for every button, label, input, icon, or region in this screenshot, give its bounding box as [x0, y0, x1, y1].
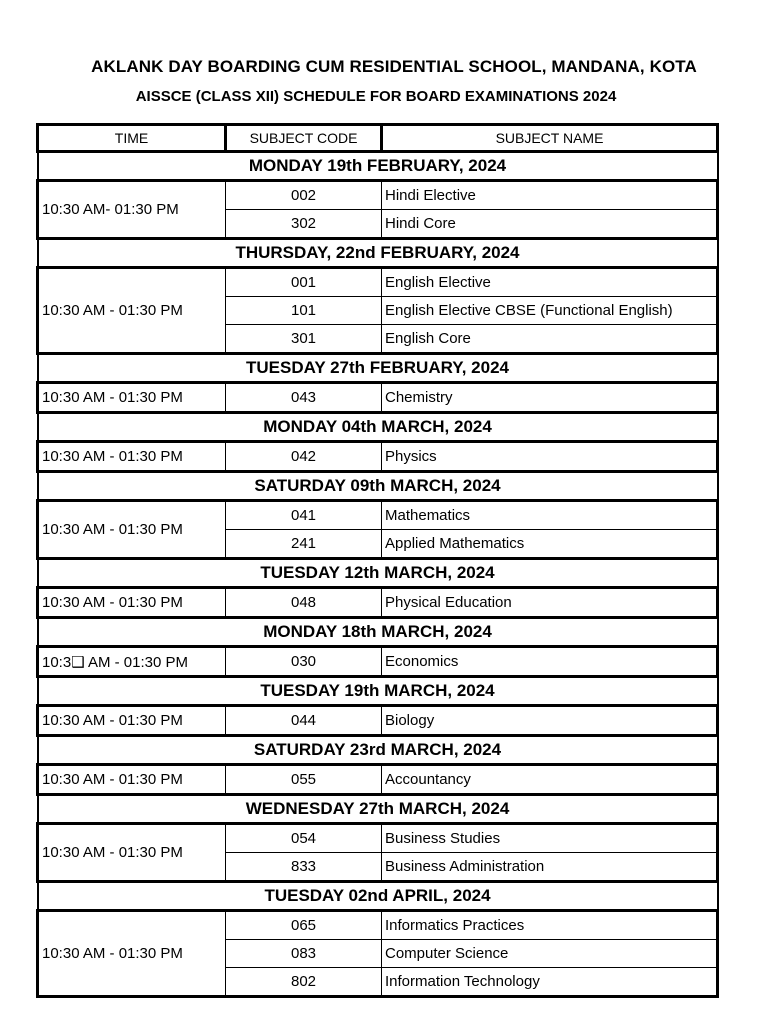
exam-time: 10:3❑ AM - 01:30 PM: [38, 647, 226, 677]
date-row: [38, 152, 718, 181]
subject-name: Chemistry: [382, 383, 718, 413]
subject-row: [38, 706, 718, 736]
subject-row: [38, 765, 718, 795]
subject-name: Accountancy: [382, 765, 718, 795]
subject-row: [38, 442, 718, 472]
exam-time: 10:30 AM - 01:30 PM: [38, 383, 226, 413]
exam-time: 10:30 AM - 01:30 PM: [38, 911, 226, 997]
exam-date: TUESDAY 02nd APRIL, 2024: [38, 882, 718, 911]
column-header-subject-code: SUBJECT CODE: [226, 125, 382, 152]
subject-code: 043: [226, 383, 382, 413]
date-row: [38, 795, 718, 824]
exam-time: 10:30 AM - 01:30 PM: [38, 765, 226, 795]
exam-time: 10:30 AM - 01:30 PM: [38, 588, 226, 618]
date-row: [38, 239, 718, 268]
subject-code: 833: [226, 853, 382, 882]
subject-name: English Elective CBSE (Functional English): [382, 297, 718, 325]
subject-name: Computer Science: [382, 940, 718, 968]
subject-code: 002: [226, 181, 382, 210]
subject-name: Mathematics: [382, 501, 718, 530]
exam-time: 10:30 AM - 01:30 PM: [38, 442, 226, 472]
exam-schedule-table: [36, 123, 719, 998]
subject-code: 241: [226, 530, 382, 559]
column-header-subject-name: SUBJECT NAME: [382, 125, 718, 152]
subject-code: 302: [226, 210, 382, 239]
subject-row: [38, 181, 718, 210]
subject-code: 001: [226, 268, 382, 297]
date-row: [38, 882, 718, 911]
subject-code: 802: [226, 968, 382, 997]
exam-date: THURSDAY, 22nd FEBRUARY, 2024: [38, 239, 718, 268]
subject-code: 030: [226, 647, 382, 677]
date-row: [38, 736, 718, 765]
subject-code: 041: [226, 501, 382, 530]
subject-code: 044: [226, 706, 382, 736]
school-title: AKLANK DAY BOARDING CUM RESIDENTIAL SCHOOL, MANDANA, KOTA: [91, 57, 697, 76]
subject-name: English Elective: [382, 268, 718, 297]
exam-time: 10:30 AM - 01:30 PM: [38, 268, 226, 354]
exam-date: MONDAY 19th FEBRUARY, 2024: [38, 152, 718, 181]
subject-code: 048: [226, 588, 382, 618]
date-row: [38, 354, 718, 383]
exam-date: MONDAY 18th MARCH, 2024: [38, 618, 718, 647]
schedule-subtitle: AISSCE (CLASS XII) SCHEDULE FOR BOARD EXAMINATIONS 2024: [135, 88, 617, 105]
date-row: [38, 559, 718, 588]
subject-row: [38, 268, 718, 297]
exam-date: SATURDAY 23rd MARCH, 2024: [38, 736, 718, 765]
subject-code: 101: [226, 297, 382, 325]
date-row: [38, 413, 718, 442]
subject-code: 054: [226, 824, 382, 853]
exam-time: 10:30 AM - 01:30 PM: [38, 501, 226, 559]
subject-row: [38, 383, 718, 413]
subject-name: Applied Mathematics: [382, 530, 718, 559]
exam-time: 10:30 AM - 01:30 PM: [38, 706, 226, 736]
subject-name: Economics: [382, 647, 718, 677]
exam-date: SATURDAY 09th MARCH, 2024: [38, 472, 718, 501]
subject-name: Hindi Elective: [382, 181, 718, 210]
subject-name: Informatics Practices: [382, 911, 718, 940]
subject-name: Business Administration: [382, 853, 718, 882]
subject-name: Physical Education: [382, 588, 718, 618]
subject-row: [38, 824, 718, 853]
exam-date: TUESDAY 19th MARCH, 2024: [38, 677, 718, 706]
date-row: [38, 618, 718, 647]
exam-time: 10:30 AM- 01:30 PM: [38, 181, 226, 239]
date-row: [38, 472, 718, 501]
subject-name: English Core: [382, 325, 718, 354]
column-header-time: TIME: [38, 125, 226, 152]
subject-row: [38, 647, 718, 677]
subject-name: Hindi Core: [382, 210, 718, 239]
subject-row: [38, 911, 718, 940]
subject-code: 042: [226, 442, 382, 472]
subject-code: 065: [226, 911, 382, 940]
exam-date: TUESDAY 27th FEBRUARY, 2024: [38, 354, 718, 383]
subject-name: Information Technology: [382, 968, 718, 997]
exam-date: WEDNESDAY 27th MARCH, 2024: [38, 795, 718, 824]
subject-code: 083: [226, 940, 382, 968]
subject-code: 055: [226, 765, 382, 795]
date-row: [38, 677, 718, 706]
subject-row: [38, 501, 718, 530]
subject-name: Biology: [382, 706, 718, 736]
subject-name: Physics: [382, 442, 718, 472]
subject-name: Business Studies: [382, 824, 718, 853]
exam-time: 10:30 AM - 01:30 PM: [38, 824, 226, 882]
subject-code: 301: [226, 325, 382, 354]
exam-date: MONDAY 04th MARCH, 2024: [38, 413, 718, 442]
subject-row: [38, 588, 718, 618]
table-header-row: [38, 125, 718, 152]
exam-date: TUESDAY 12th MARCH, 2024: [38, 559, 718, 588]
